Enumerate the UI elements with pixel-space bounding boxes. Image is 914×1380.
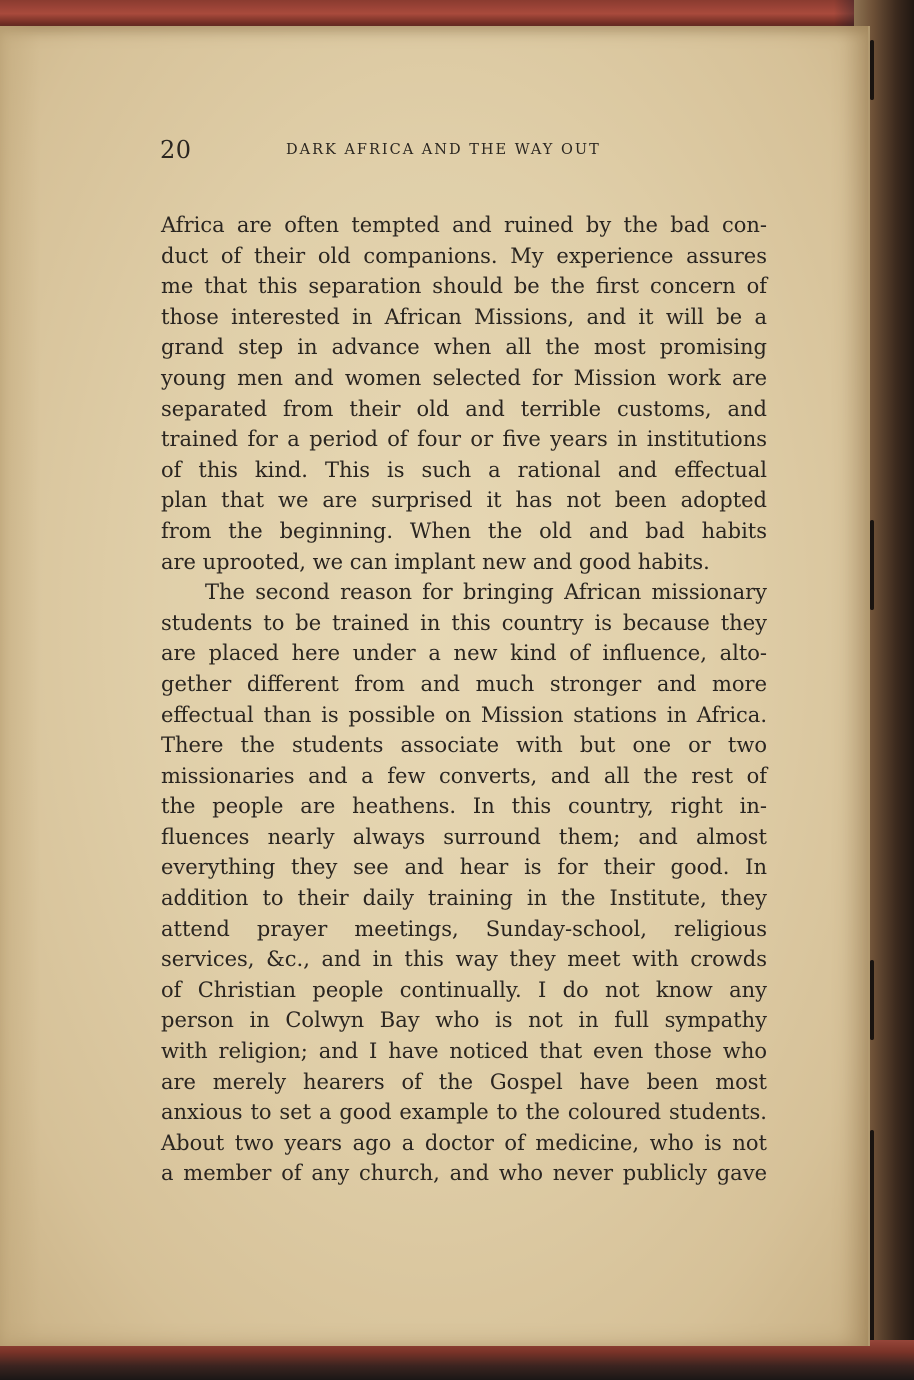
cover-crack <box>870 960 874 1040</box>
text-line: of this kind. This is such a rational and effectual <box>161 457 767 482</box>
running-header <box>160 136 770 168</box>
text-line: from the beginning. When the old and bad habits <box>161 518 767 543</box>
running-title: DARK AFRICA AND THE WAY OUT <box>286 142 601 158</box>
cover-crack <box>870 1130 874 1350</box>
page-gutter-shade <box>0 26 40 1346</box>
text-line: missionaries and a few converts, and all the rest of <box>161 763 767 788</box>
text-line: trained for a period of four or five years in institutions <box>161 427 767 452</box>
text-line: anxious to set a good example to the coloured students. <box>161 1100 767 1125</box>
text-line: are merely hearers of the Gospel have been most <box>161 1069 767 1094</box>
text-line: gether different from and much stronger and more <box>161 671 767 696</box>
text-line: person in Colwyn Bay who is not in full sympathy <box>161 1008 767 1033</box>
text-line: About two years ago a doctor of medicine, who is not <box>161 1130 767 1155</box>
text-line: the people are heathens. In this country, right in- <box>161 794 767 819</box>
text-line: of Christian people continually. I do not know any <box>161 977 767 1002</box>
cover-crack <box>870 520 874 610</box>
text-line: me that this separation should be the first concern of <box>161 274 767 299</box>
paragraph-end-line: are uprooted, we can implant new and good habits. <box>161 549 710 574</box>
text-line: duct of their old companions. My experience assures <box>161 243 767 268</box>
text-line: with religion; and I have noticed that even those who <box>161 1039 767 1064</box>
text-line: a member of any church, and who never publicly gave <box>161 1161 767 1186</box>
text-line: those interested in African Missions, and it will be a <box>161 304 767 329</box>
text-line: plan that we are surprised it has not been adopted <box>161 488 767 513</box>
text-line: young men and women selected for Mission work are <box>161 365 767 390</box>
text-line: Africa are often tempted and ruined by the bad con- <box>161 213 767 237</box>
body-text <box>161 210 767 1189</box>
page-number: 20 <box>160 136 192 164</box>
text-line: grand step in advance when all the most promising <box>161 335 767 360</box>
text-line: attend prayer meetings, Sunday-school, religious <box>161 916 767 941</box>
text-line: There the students associate with but one or two <box>161 733 767 758</box>
paragraph-start-line: The second reason for bringing African missionary <box>205 580 767 605</box>
text-line: are placed here under a new kind of influence, alto- <box>161 641 767 666</box>
text-line: effectual than is possible on Mission stations in Africa. <box>161 702 767 727</box>
text-line: everything they see and hear is for their good. In <box>161 855 767 880</box>
text-line: separated from their old and terrible customs, and <box>161 396 767 421</box>
cover-crack <box>870 40 874 100</box>
text-line: services, &c., and in this way they meet with crowds <box>161 947 767 972</box>
text-line: students to be trained in this country is because they <box>161 610 767 635</box>
text-line: fluences nearly always surround them; and almost <box>161 824 767 849</box>
book-bottom-edge <box>0 1340 914 1380</box>
text-line: addition to their daily training in the Institute, they <box>161 886 767 911</box>
